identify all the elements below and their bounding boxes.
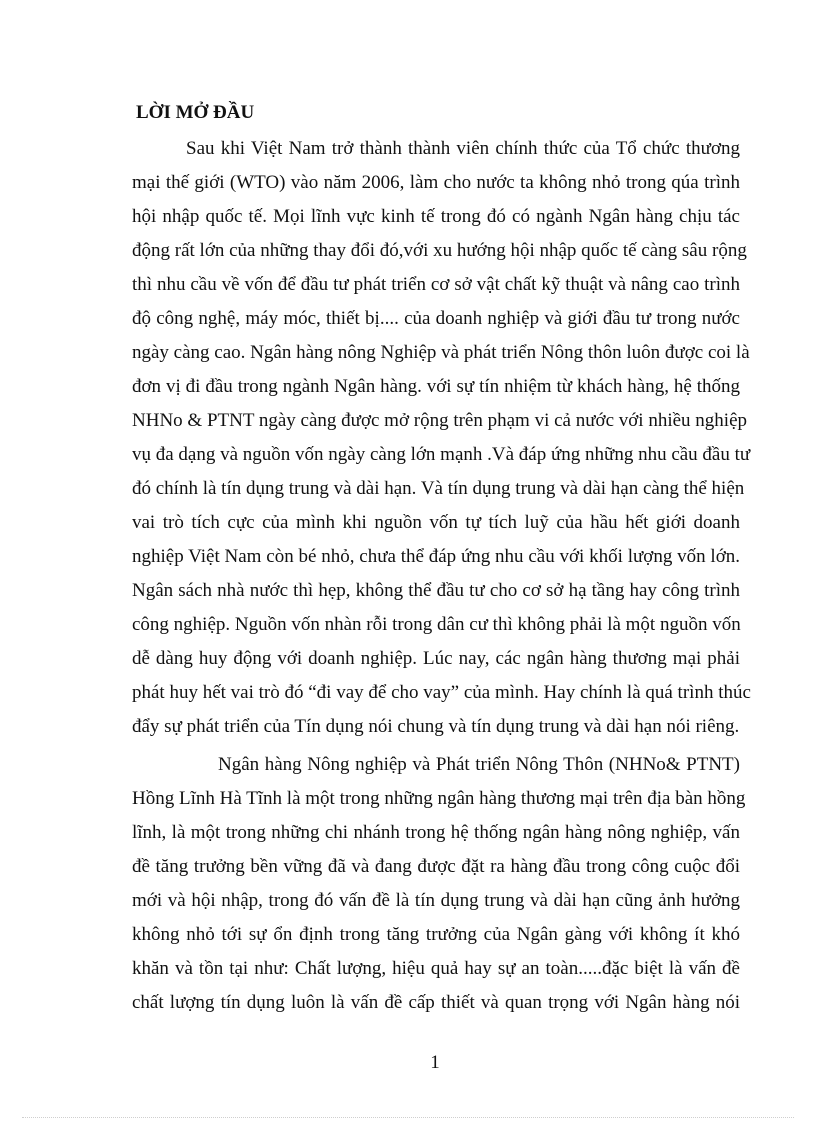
page-number: 1 — [430, 1052, 440, 1073]
page-bottom-rule — [22, 1117, 794, 1118]
text-line: đẩy sự phát triển của Tín dụng nói chung và tín dụng trung và dài hạn nói riêng. — [132, 716, 740, 737]
text-line: vụ đa dạng và nguồn vốn ngày càng lớn mạnh .Và đáp ứng những nhu cầu đầu tư — [132, 444, 751, 465]
text-line: Hồng Lĩnh Hà Tĩnh là một trong những ngân hàng thương mại trên địa bàn hồng — [132, 788, 746, 809]
text-line: phát huy hết vai trò đó “đi vay để cho vay” của mình. Hay chính là quá trình thúc — [132, 682, 751, 703]
text-line: ngày càng cao. Ngân hàng nông Nghiệp và phát triển Nông thôn luôn được coi là — [132, 342, 750, 363]
text-line: động rất lớn của những thay đổi đó,với xu hướng hội nhập quốc tế càng sâu rộng — [132, 240, 747, 261]
text-line: thì nhu cầu về vốn để đầu tư phát triển cơ sở vật chất kỹ thuật và nâng cao trình — [132, 274, 740, 295]
text-line: không nhỏ tới sự ổn định trong tăng trưởng của Ngân gàng với không ít khó — [132, 924, 740, 945]
page-heading: LỜI MỞ ĐẦU — [136, 102, 255, 123]
text-line: khăn và tồn tại như: Chất lượng, hiệu quả hay sự an toàn.....đặc biệt là vấn đề — [132, 958, 740, 979]
text-line: đó chính là tín dụng trung và dài hạn. Và tín dụng trung và dài hạn càng thể hiện — [132, 478, 745, 499]
text-line: Sau khi Việt Nam trở thành thành viên chính thức của Tổ chức thương — [186, 138, 740, 159]
text-line: vai trò tích cực của mình khi nguồn vốn tự tích luỹ của hầu hết giới doanh — [132, 512, 740, 533]
text-line: đơn vị đi đầu trong ngành Ngân hàng. với sự tín nhiệm từ khách hàng, hệ thống — [132, 376, 740, 397]
text-line: công nghiệp. Nguồn vốn nhàn rỗi trong dân cư thì không phải là một nguồn vốn — [132, 614, 741, 635]
text-line: độ công nghệ, máy móc, thiết bị.... của doanh nghiệp và giới đầu tư trong nước — [132, 308, 740, 329]
text-line: đề tăng trưởng bền vững đã và đang được đặt ra hàng đầu trong công cuộc đổi — [132, 856, 740, 877]
text-line: chất lượng tín dụng luôn là vấn đề cấp thiết và quan trọng với Ngân hàng nói — [132, 992, 740, 1013]
text-line: dễ dàng huy động với doanh nghiệp. Lúc nay, các ngân hàng thương mại phải — [132, 648, 740, 669]
text-line: nghiệp Việt Nam còn bé nhỏ, chưa thể đáp ứng nhu cầu với khối lượng vốn lớn. — [132, 546, 740, 567]
text-line: lĩnh, là một trong những chi nhánh trong hệ thống ngân hàng nông nghiệp, vấn — [132, 822, 740, 843]
text-line: NHNo & PTNT ngày càng được mở rộng trên phạm vi cả nước với nhiều nghiệp — [132, 410, 748, 431]
text-line: Ngân sách nhà nước thì hẹp, không thể đầu tư cho cơ sở hạ tầng hay công trình — [132, 580, 740, 601]
text-line: hội nhập quốc tế. Mọi lĩnh vực kinh tế trong đó có ngành Ngân hàng chịu tác — [132, 206, 740, 227]
text-line: Ngân hàng Nông nghiệp và Phát triển Nông Thôn (NHNo& PTNT) — [218, 754, 740, 775]
text-line: mới và hội nhập, trong đó vấn đề là tín dụng trung và dài hạn cũng ảnh hưởng — [132, 890, 740, 911]
text-line: mại thế giới (WTO) vào năm 2006, làm cho nước ta không nhỏ trong qúa trình — [132, 172, 740, 193]
